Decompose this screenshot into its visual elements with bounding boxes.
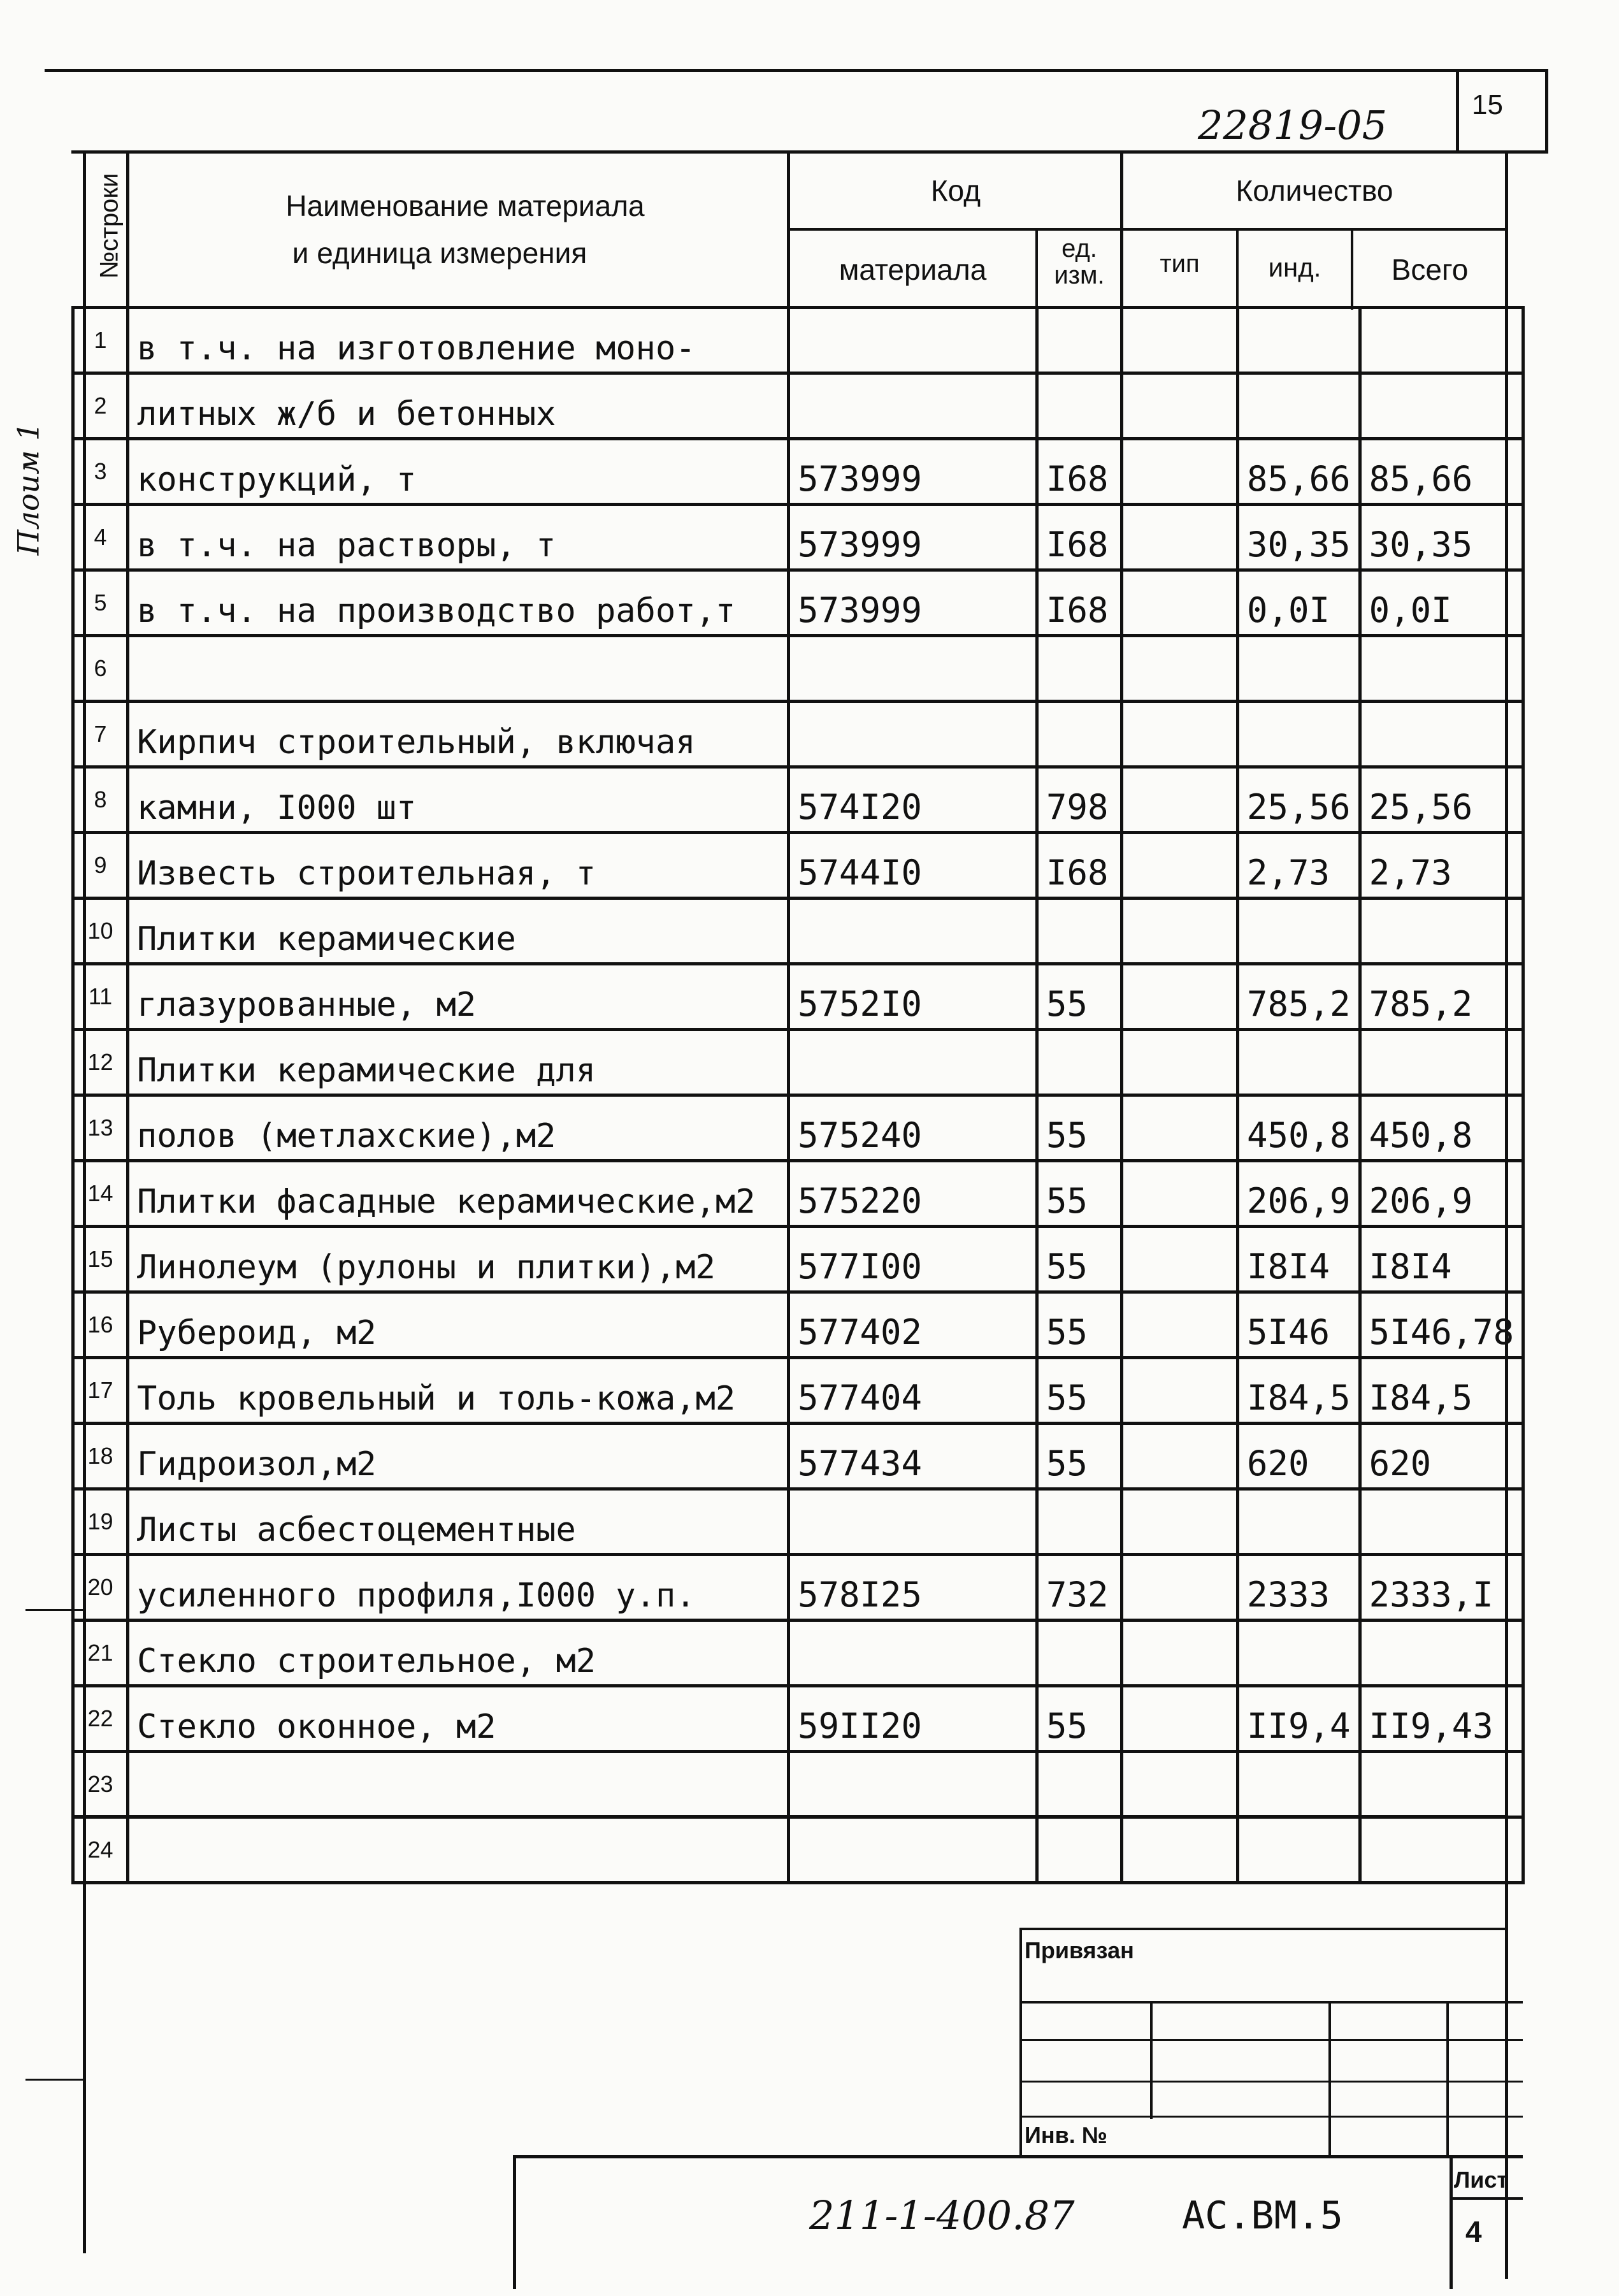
unit-code-cell (1037, 702, 1122, 767)
row-number-cell: 23 (73, 1752, 128, 1817)
type-qty-cell (1122, 1095, 1238, 1161)
material-name-cell: конструкций, т (128, 439, 789, 505)
material-code-cell: 573999 (789, 505, 1037, 570)
material-code-cell: 575220 (789, 1161, 1037, 1227)
ind-qty-cell: I84,5 (1238, 1358, 1360, 1424)
header-name-line2: и единица измерения (292, 236, 587, 270)
unit-code-cell (1037, 373, 1122, 439)
unit-code-cell: I68 (1037, 570, 1122, 636)
materials-table-body (73, 308, 1523, 1883)
total-qty-cell (1360, 373, 1523, 439)
header-row-no-divider (126, 150, 129, 310)
type-qty-cell (1122, 505, 1238, 570)
material-name-cell: Стекло оконное, м2 (128, 1686, 789, 1752)
document-number: 22819-05 (1198, 102, 1388, 148)
table-row (73, 1752, 1523, 1817)
table-row (73, 570, 1523, 636)
ind-qty-cell (1238, 1489, 1360, 1555)
type-qty-cell (1122, 1227, 1238, 1292)
total-qty-cell (1360, 636, 1523, 702)
material-code-cell: 575240 (789, 1095, 1037, 1161)
total-qty-cell (1360, 1817, 1523, 1883)
table-row (73, 1161, 1523, 1227)
material-name-cell (128, 1817, 789, 1883)
type-qty-cell (1122, 1489, 1238, 1555)
material-code-cell: 577434 (789, 1424, 1037, 1489)
material-name-cell: Листы асбестоцементные (128, 1489, 789, 1555)
header-unit-line2: изм. (1054, 261, 1105, 289)
type-qty-cell (1122, 1161, 1238, 1227)
ind-qty-cell: II9,4 (1238, 1686, 1360, 1752)
row-number-cell: 21 (73, 1621, 128, 1686)
row-number-cell: 16 (73, 1292, 128, 1358)
header-unit-line1: ед. (1061, 235, 1097, 263)
project-code: 211-1-400.87 (809, 2192, 1075, 2239)
unit-code-cell (1037, 1752, 1122, 1817)
unit-code-cell (1037, 899, 1122, 964)
material-code-cell (789, 373, 1037, 439)
material-name-cell (128, 1752, 789, 1817)
unit-code-cell: I68 (1037, 833, 1122, 899)
ind-qty-cell: 206,9 (1238, 1161, 1360, 1227)
material-code-cell: 577402 (789, 1292, 1037, 1358)
row-number-cell: 20 (73, 1555, 128, 1621)
material-name-cell: Кирпич строительный, включая (128, 702, 789, 767)
type-qty-cell (1122, 767, 1238, 833)
type-qty-cell (1122, 1030, 1238, 1095)
material-name-cell: Плитки керамические для (128, 1030, 789, 1095)
type-qty-cell (1122, 833, 1238, 899)
type-qty-cell (1122, 1686, 1238, 1752)
unit-code-cell: I68 (1037, 439, 1122, 505)
unit-code-cell (1037, 1621, 1122, 1686)
unit-code-cell: 55 (1037, 964, 1122, 1030)
ind-qty-cell: I8I4 (1238, 1227, 1360, 1292)
type-qty-cell (1122, 1817, 1238, 1883)
material-code-cell: 578I25 (789, 1555, 1037, 1621)
table-row (73, 1030, 1523, 1095)
sheet-label: Лист (1454, 2167, 1509, 2193)
table-row (73, 964, 1523, 1030)
material-code-cell: 577404 (789, 1358, 1037, 1424)
row-number-cell: 24 (73, 1817, 128, 1883)
type-qty-cell (1122, 308, 1238, 373)
material-code-cell (789, 308, 1037, 373)
table-row (73, 505, 1523, 570)
ind-qty-cell: 2333 (1238, 1555, 1360, 1621)
material-code-cell: 574I20 (789, 767, 1037, 833)
total-qty-cell: 25,56 (1360, 767, 1523, 833)
total-qty-cell: 2333,I (1360, 1555, 1523, 1621)
table-row (73, 1489, 1523, 1555)
stamp-col-1 (1150, 2001, 1153, 2119)
unit-code-cell: I68 (1037, 505, 1122, 570)
type-qty-cell (1122, 570, 1238, 636)
header-code: Код (930, 174, 981, 207)
header-subrow-rule (787, 228, 1508, 231)
total-qty-cell (1360, 702, 1523, 767)
ind-qty-cell: 620 (1238, 1424, 1360, 1489)
row-number-cell: 5 (73, 570, 128, 636)
total-qty-cell (1360, 1489, 1523, 1555)
unit-code-cell: 55 (1037, 1358, 1122, 1424)
type-qty-cell (1122, 439, 1238, 505)
row-number-cell: 10 (73, 899, 128, 964)
material-name-cell: Плитки фасадные керамические,м2 (128, 1161, 789, 1227)
table-row (73, 1227, 1523, 1292)
unit-code-cell: 55 (1037, 1161, 1122, 1227)
row-number-cell: 12 (73, 1030, 128, 1095)
stamp-box-left (1019, 1928, 1022, 2157)
material-code-cell: 59II20 (789, 1686, 1037, 1752)
frame-right (1545, 69, 1548, 152)
table-row (73, 1817, 1523, 1883)
row-number-cell: 8 (73, 767, 128, 833)
total-qty-cell: 2,73 (1360, 833, 1523, 899)
page-number-box-left (1456, 69, 1459, 152)
sheet-box-divider (1450, 2197, 1523, 2200)
table-row (73, 899, 1523, 964)
type-qty-cell (1122, 636, 1238, 702)
ind-qty-cell (1238, 702, 1360, 767)
material-name-cell: глазурованные, м2 (128, 964, 789, 1030)
type-qty-cell (1122, 1555, 1238, 1621)
row-number-cell: 19 (73, 1489, 128, 1555)
type-qty-cell (1122, 702, 1238, 767)
type-qty-cell (1122, 1424, 1238, 1489)
row-number-cell: 6 (73, 636, 128, 702)
table-row (73, 1095, 1523, 1161)
sheet-box-left (1450, 2155, 1453, 2289)
material-name-cell: литных ж/б и бетонных (128, 373, 789, 439)
row-number-cell: 18 (73, 1424, 128, 1489)
title-block-left (513, 2155, 516, 2289)
total-qty-cell: 620 (1360, 1424, 1523, 1489)
ind-qty-cell: 450,8 (1238, 1095, 1360, 1161)
unit-code-cell: 732 (1037, 1555, 1122, 1621)
header-quantity: Количество (1235, 174, 1393, 207)
left-margin-mark-2 (25, 2079, 86, 2081)
material-name-cell: усиленного профиля,I000 у.п. (128, 1555, 789, 1621)
row-number-cell: 2 (73, 373, 128, 439)
row-number-cell: 7 (73, 702, 128, 767)
table-row (73, 1686, 1523, 1752)
table-row (73, 373, 1523, 439)
unit-code-cell (1037, 308, 1122, 373)
type-qty-cell (1122, 373, 1238, 439)
unit-code-cell (1037, 636, 1122, 702)
stamp-col-3 (1446, 2001, 1449, 2157)
material-name-cell: Гидроизол,м2 (128, 1424, 789, 1489)
ind-qty-cell: 30,35 (1238, 505, 1360, 570)
lower-frame-rule (71, 1815, 1508, 1817)
header-row-no: №строки (95, 173, 124, 279)
header-material: материала (838, 253, 987, 286)
material-name-cell: камни, I000 шт (128, 767, 789, 833)
header-name-line1: Наименование материала (285, 189, 645, 222)
ind-qty-cell (1238, 373, 1360, 439)
row-number-cell: 3 (73, 439, 128, 505)
row-number-cell: 9 (73, 833, 128, 899)
row-number-cell: 17 (73, 1358, 128, 1424)
material-name-cell: полов (метлахские),м2 (128, 1095, 789, 1161)
stamp-col-2 (1328, 2001, 1331, 2157)
frame-top (71, 150, 1548, 154)
table-row (73, 1424, 1523, 1489)
unit-code-cell: 798 (1037, 767, 1122, 833)
row-number-cell: 13 (73, 1095, 128, 1161)
table-row (73, 308, 1523, 373)
unit-code-cell (1037, 1489, 1122, 1555)
material-code-cell: 5744I0 (789, 833, 1037, 899)
row-number-cell: 4 (73, 505, 128, 570)
header-ind: инд. (1268, 252, 1321, 282)
material-code-cell (789, 1752, 1037, 1817)
material-code-cell: 5752I0 (789, 964, 1037, 1030)
table-row (73, 1621, 1523, 1686)
material-name-cell: Толь кровельный и толь-кожа,м2 (128, 1358, 789, 1424)
material-code-cell (789, 899, 1037, 964)
material-code-cell (789, 1817, 1037, 1883)
unit-code-cell: 55 (1037, 1227, 1122, 1292)
ind-qty-cell: 785,2 (1238, 964, 1360, 1030)
table-row (73, 1358, 1523, 1424)
type-qty-cell (1122, 1621, 1238, 1686)
row-number-cell: 11 (73, 964, 128, 1030)
stamp-linked: Привязан (1025, 1937, 1134, 1963)
header-sub-divider-1 (1035, 228, 1038, 310)
material-code-cell: 573999 (789, 570, 1037, 636)
material-name-cell: Стекло строительное, м2 (128, 1621, 789, 1686)
ind-qty-cell: 25,56 (1238, 767, 1360, 833)
total-qty-cell: 785,2 (1360, 964, 1523, 1030)
material-name-cell (128, 636, 789, 702)
total-qty-cell (1360, 1030, 1523, 1095)
ind-qty-cell (1238, 308, 1360, 373)
table-row (73, 702, 1523, 767)
ind-qty-cell (1238, 1621, 1360, 1686)
unit-code-cell (1037, 1030, 1122, 1095)
row-number-cell: 15 (73, 1227, 128, 1292)
unit-code-cell: 55 (1037, 1424, 1122, 1489)
total-qty-cell: 30,35 (1360, 505, 1523, 570)
page-corner-number: 15 (1472, 89, 1503, 120)
row-number-cell: 14 (73, 1161, 128, 1227)
material-name-cell: в т.ч. на производство работ,т (128, 570, 789, 636)
ind-qty-cell: 2,73 (1238, 833, 1360, 899)
total-qty-cell: 450,8 (1360, 1095, 1523, 1161)
table-row (73, 833, 1523, 899)
stamp-mark: АС.ВМ.5 (1182, 2193, 1343, 2238)
material-name-cell: в т.ч. на изготовление моно- (128, 308, 789, 373)
total-qty-cell (1360, 1752, 1523, 1817)
material-name-cell: в т.ч. на растворы, т (128, 505, 789, 570)
total-qty-cell: 206,9 (1360, 1161, 1523, 1227)
sheet-number: 4 (1465, 2215, 1482, 2248)
total-qty-cell: 5I46,78 (1360, 1292, 1523, 1358)
ind-qty-cell: 0,0I (1238, 570, 1360, 636)
type-qty-cell (1122, 1292, 1238, 1358)
stamp-inv-no: Инв. № (1025, 2122, 1107, 2148)
top-rule (45, 69, 1548, 72)
total-qty-cell (1360, 1621, 1523, 1686)
stamp-box-top (1019, 1928, 1508, 1930)
material-code-cell (789, 702, 1037, 767)
table-row (73, 767, 1523, 833)
total-qty-cell: 85,66 (1360, 439, 1523, 505)
total-qty-cell: I84,5 (1360, 1358, 1523, 1424)
total-qty-cell (1360, 899, 1523, 964)
material-code-cell: 577I00 (789, 1227, 1037, 1292)
type-qty-cell (1122, 964, 1238, 1030)
table-row (73, 1292, 1523, 1358)
type-qty-cell (1122, 899, 1238, 964)
material-name-cell: Линолеум (рулоны и плитки),м2 (128, 1227, 789, 1292)
header-total: Всего (1391, 253, 1469, 286)
material-name-cell: Плитки керамические (128, 899, 789, 964)
type-qty-cell (1122, 1358, 1238, 1424)
unit-code-cell: 55 (1037, 1292, 1122, 1358)
material-code-cell (789, 1030, 1037, 1095)
ind-qty-cell (1238, 899, 1360, 964)
ind-qty-cell: 5I46 (1238, 1292, 1360, 1358)
total-qty-cell: 0,0I (1360, 570, 1523, 636)
row-number-cell: 1 (73, 308, 128, 373)
material-code-cell (789, 1621, 1037, 1686)
ind-qty-cell (1238, 1817, 1360, 1883)
material-code-cell (789, 1489, 1037, 1555)
side-note: Плоим 1 (11, 422, 46, 556)
material-code-cell (789, 636, 1037, 702)
material-name-cell: Рубероид, м2 (128, 1292, 789, 1358)
material-name-cell: Известь строительная, т (128, 833, 789, 899)
total-qty-cell: I8I4 (1360, 1227, 1523, 1292)
ind-qty-cell (1238, 1752, 1360, 1817)
header-type: тип (1160, 250, 1200, 278)
material-code-cell: 573999 (789, 439, 1037, 505)
title-block-top (513, 2155, 1523, 2158)
table-row (73, 1555, 1523, 1621)
table-row (73, 439, 1523, 505)
unit-code-cell: 55 (1037, 1095, 1122, 1161)
total-qty-cell: II9,43 (1360, 1686, 1523, 1752)
left-margin-mark-1 (25, 1609, 86, 1611)
row-number-cell: 22 (73, 1686, 128, 1752)
ind-qty-cell (1238, 636, 1360, 702)
materials-table (71, 306, 1525, 1884)
unit-code-cell: 55 (1037, 1686, 1122, 1752)
type-qty-cell (1122, 1752, 1238, 1817)
ind-qty-cell (1238, 1030, 1360, 1095)
unit-code-cell (1037, 1817, 1122, 1883)
total-qty-cell (1360, 308, 1523, 373)
ind-qty-cell: 85,66 (1238, 439, 1360, 505)
table-row (73, 636, 1523, 702)
